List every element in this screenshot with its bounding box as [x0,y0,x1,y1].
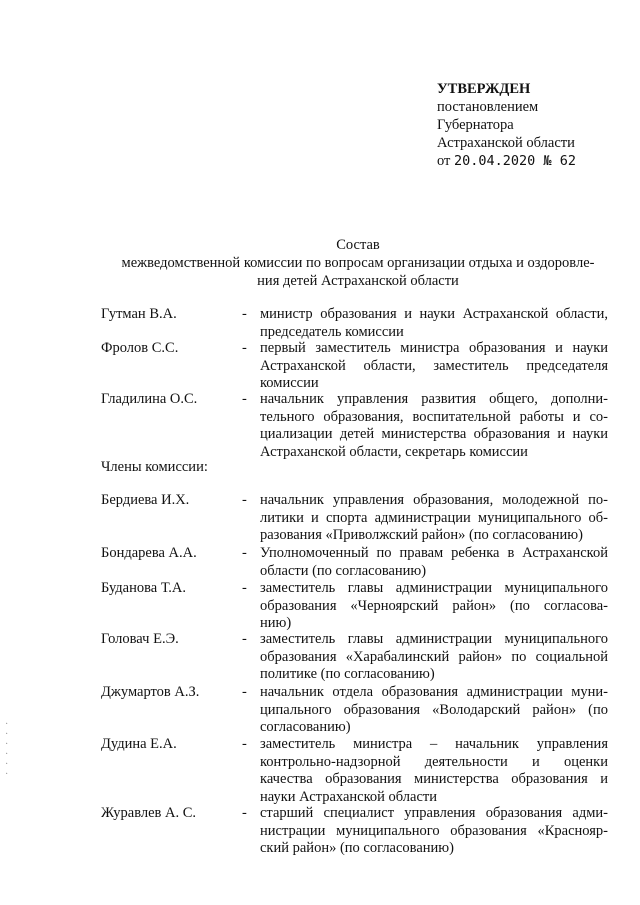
position-description [260,492,608,545]
title-subtitle-line-2: ния детей Астраханской области [257,273,459,289]
person-name: Дудина Е.А. [101,736,177,752]
dash-separator: - [242,391,247,407]
description-line: качества образования министерства образования и [260,771,608,788]
person-name: Головач Е.Э. [101,631,179,647]
description-line: ципального образования «Володарский район» (по [260,701,608,718]
description-line: тельного образования, воспитательной работы и со- [260,408,608,425]
description-line: Астраханской области, секретарь комиссии [260,443,528,460]
description-line: нию) [260,615,292,632]
person-name: Фролов С.С. [101,340,179,356]
description-line: старший специалист управления образования адми- [260,805,608,821]
description-line: заместитель министра – начальник управления [260,736,608,752]
margin-scan-marks: · · · · · · [5,719,9,780]
description-line: министр образования и науки Астраханской области, [260,306,608,322]
description-line: литики и спорта администрации муниципального об- [260,509,608,526]
dash-separator: - [242,340,247,356]
dash-separator: - [242,736,247,752]
person-name: Бондарева А.А. [101,545,197,561]
title-heading: Состав [336,237,380,253]
description-line: политике (по согласованию) [260,666,435,683]
person-name: Журавлев А. С. [101,805,197,821]
approval-date-number: 20.04.2020 № 62 [454,153,576,169]
person-name: Гутман В.А. [101,306,177,322]
position-description [260,631,608,684]
title-subtitle-line-1: межведомственной комиссии по вопросам организации отдыха и оздоровле- [121,255,595,271]
description-line: начальник управления развития общего, дополни- [260,391,608,407]
description-line: науки Астраханской области [260,788,437,805]
description-line: начальник управления образования, молодежной по- [260,492,608,508]
description-line: образования «Харабалинский район» по социальной [260,648,608,665]
description-line: области (по согласованию) [260,562,427,579]
description-line: ский район» (по согласованию) [260,840,454,857]
person-name: Бердиева И.Х. [101,492,190,508]
members-label: Члены комиссии: [101,459,208,475]
dash-separator: - [242,306,247,322]
description-line: разования «Приволжский район» (по согласованию) [260,527,583,544]
document-title [100,236,616,290]
position-description [260,340,608,393]
position-description [260,736,608,806]
description-line: первый заместитель министра образования и науки [260,340,608,356]
dash-separator: - [242,684,247,700]
approval-line-3: Астраханской области [437,135,575,151]
position-description [260,545,608,580]
dash-separator: - [242,492,247,508]
description-line: председатель комиссии [260,323,404,340]
dash-separator: - [242,805,247,821]
description-line: начальник отдела образования администрации муни- [260,684,608,700]
approval-line-1: постановлением [437,99,539,115]
description-line: нистрации муниципального образования «Краснояр- [260,822,608,839]
description-line: комиссии [260,375,319,392]
position-description [260,391,608,461]
description-line: согласованию) [260,719,351,736]
description-line: заместитель главы администрации муниципального [260,631,608,647]
dash-separator: - [242,631,247,647]
dash-separator: - [242,580,247,596]
person-name: Буданова Т.А. [101,580,186,596]
person-name: Джумартов А.З. [101,684,200,700]
position-description [260,684,608,737]
description-line: циализации детей министерства образования и науки [260,426,608,443]
description-line: образования «Черноярский район» (по согласова- [260,597,608,614]
approval-date-line [437,152,576,170]
position-description [260,306,608,341]
position-description [260,580,608,633]
dash-separator: - [242,545,247,561]
description-line: Уполномоченный по правам ребенка в Астраханской [260,545,608,561]
position-description [260,805,608,858]
approval-stamp: УТВЕРЖДЕН [437,81,531,97]
description-line: контрольно-надзорной деятельности и оценки [260,753,608,770]
approval-block [437,80,576,170]
person-name: Гладилина О.С. [101,391,198,407]
approval-date-prefix: от [437,153,451,169]
approval-line-2: Губернатора [437,117,514,133]
description-line: Астраханской области, заместитель председателя [260,357,608,374]
description-line: заместитель главы администрации муниципального [260,580,608,596]
